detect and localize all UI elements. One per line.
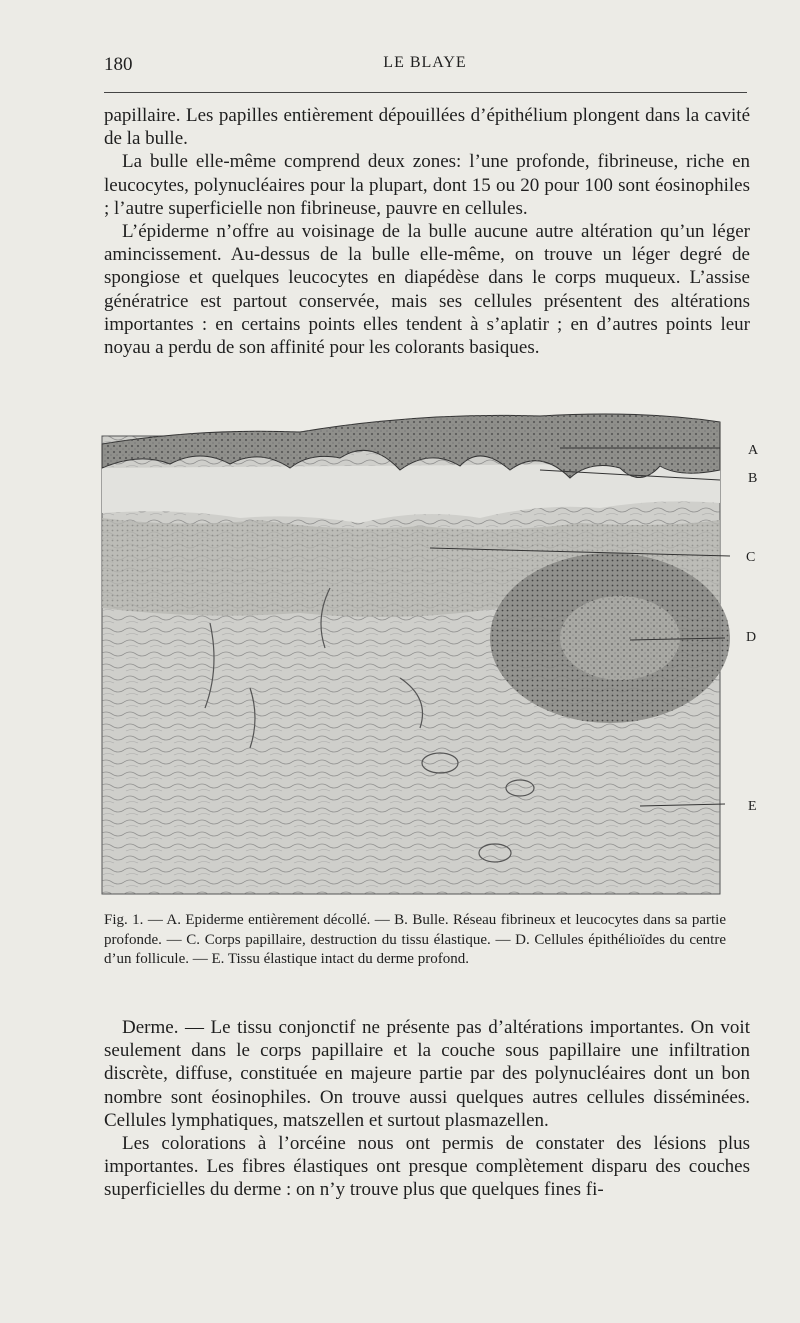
bottom-text-block (104, 1016, 750, 1202)
running-title: LE BLAYE (383, 54, 467, 71)
label-e: E (748, 799, 757, 814)
top-text-block (104, 104, 750, 359)
figure-caption (104, 911, 726, 970)
page-number: 180 (104, 54, 133, 75)
paragraph-epiderme: L’épiderme n’offre au voisinage de la bulle aucune autre altération qu’un léger amincissement. Au-dessus de la bulle elle-même, on trouve un léger degré de spongiose et quelques leucocytes en diapédèse dans le corps muqueux. L’assise génératrice est partout conservée, mais ses cellules présentent des altérations importantes : en certains points elles tendent à s’aplatir ; en d’autres points leur noyau a perdu de son affinité pour les colorants basiques. (104, 221, 750, 359)
label-d: D (746, 630, 757, 645)
label-c: C (746, 550, 756, 565)
caption-text: Fig. 1. — A. Epiderme entièrement décollé. — B. Bulle. Réseau fibrineux et leucocytes dans sa partie profonde. — C. Corps papillaire, destruction du tissu élastique. — D. Cellules épithélioïdes du centre d’un follicule. — E. Tissu élastique intact du derme profond. (104, 912, 726, 968)
header-rule (104, 92, 747, 93)
label-a: A (748, 443, 759, 458)
histology-illustration (100, 408, 790, 898)
label-b: B (748, 471, 758, 486)
paragraph-derme: Derme. — Le tissu conjonctif ne présente pas d’altérations importantes. On voit seulement dans le corps papillaire et la couche sous papillaire une infiltration discrète, diffuse, constituée en majeure partie par des polynucléaires dont un bon nombre sont éosinophiles. On trouve aussi quelques autres cellules disséminées. Cellules lymphatiques, matszellen et surtout plasmazellen. (104, 1017, 750, 1131)
paragraph-orceine: Les colorations à l’orcéine nous ont permis de constater des lésions plus importantes. Les fibres élastiques ont presque complètement disparu des couches superficielles du derme : on n’y trouve plus que quelques fines fi- (104, 1133, 750, 1201)
paragraph-continued: papillaire. Les papilles entièrement dépouillées d’épithélium plongent dans la cavité de la bulle. (104, 105, 750, 150)
histology-figure (100, 408, 790, 898)
paragraph-bulle: La bulle elle-même comprend deux zones: l’une profonde, fibrineuse, riche en leucocytes, polynucléaires pour la plupart, dont 15 ou 20 pour 100 sont éosinophiles ; l’autre superficielle non fibrineuse, pauvre en cellules. (104, 151, 750, 219)
